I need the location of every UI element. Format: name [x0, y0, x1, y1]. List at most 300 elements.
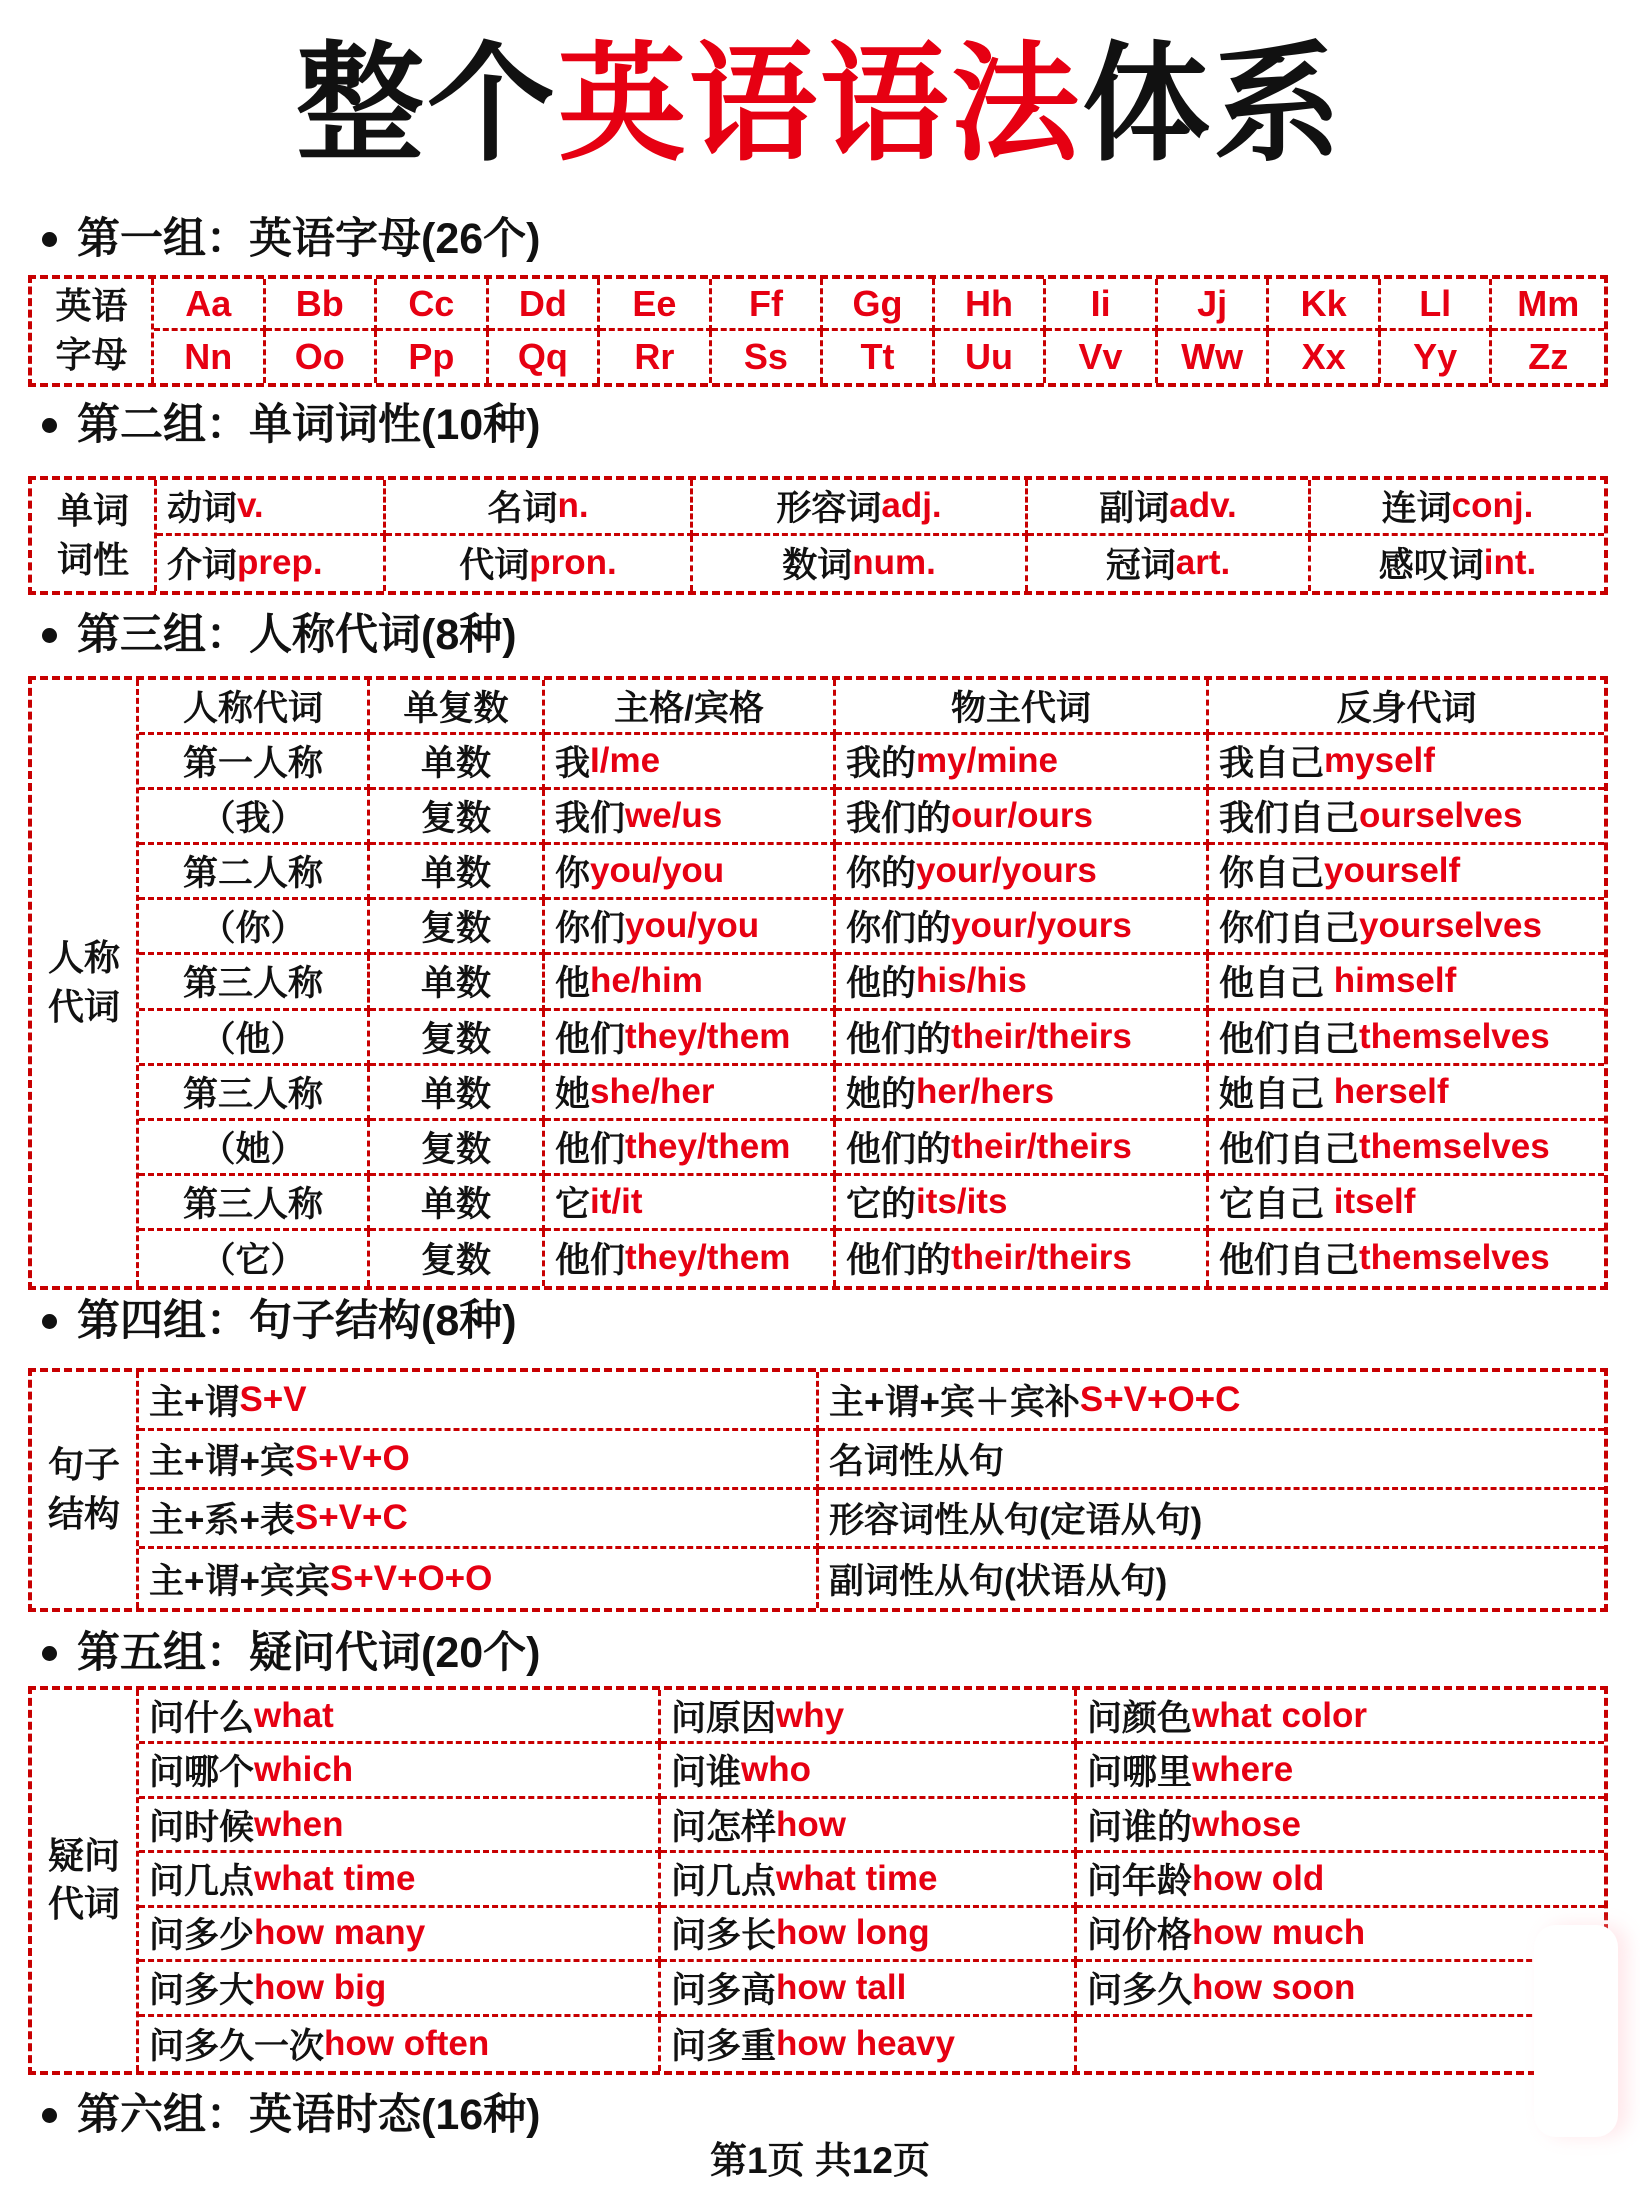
pronoun-person-cell: [139, 955, 370, 1010]
cell-en-text: pron.: [529, 543, 617, 583]
cell-zh-text: 主+谓+宾＋宾补: [829, 1383, 1080, 1422]
cell-zh-text: 他们: [555, 1241, 626, 1281]
cell-en-text: their/theirs: [951, 1126, 1132, 1166]
person-text: 第二人称: [182, 854, 323, 894]
question-word-cell: [1077, 1853, 1604, 1907]
pronoun-person-cell: [139, 845, 370, 900]
pronoun-reflexive-cell: [1209, 845, 1604, 900]
alphabet-cell: [154, 331, 266, 383]
cell-en-text: we/us: [625, 796, 723, 836]
cell-zh-text: 你: [555, 854, 591, 894]
pos-cell: [157, 536, 386, 592]
pronoun-subject-cell: [545, 790, 836, 845]
pronoun-subject-cell: [545, 1011, 836, 1066]
cell-en-text: themselves: [1359, 1238, 1550, 1278]
bullet-icon: [42, 2108, 57, 2123]
question-word-cell: [139, 1690, 661, 1744]
cell-en-text: themselves: [1359, 1126, 1550, 1166]
section-heading-text: 第六组：英语时态(16种): [77, 2091, 541, 2139]
pronoun-person-cell: [139, 1231, 370, 1286]
person-text: 第一人称: [182, 744, 323, 784]
row-header: [32, 1690, 139, 2071]
cell-en-text: art.: [1175, 543, 1231, 583]
cell-zh-text: 问颜色: [1087, 1698, 1193, 1738]
pronoun-reflexive-cell: [1209, 1011, 1604, 1066]
pos-cell: [157, 480, 386, 536]
row-header-line: 代词: [47, 1883, 120, 1925]
row-header-line: 字母: [55, 334, 128, 375]
cell-en-text: adv.: [1169, 486, 1237, 526]
cell-en-text: my/mine: [916, 741, 1059, 781]
cell-zh-text: 问时候: [149, 1807, 255, 1847]
cell-zh-text: 问多重: [671, 2026, 777, 2066]
letter-text: Cc: [408, 282, 455, 324]
question-words-table: [28, 1686, 1608, 2075]
cell-zh-text: 我: [555, 744, 591, 784]
cell-en-text: how: [776, 1804, 846, 1844]
question-word-cell: [139, 1908, 661, 1962]
cell-zh-text: 名词: [487, 489, 558, 529]
question-word-cell: [1077, 1908, 1604, 1962]
personal-pronouns-table: [28, 676, 1608, 1290]
alphabet-cell: [712, 331, 824, 383]
cell-en-text: you/you: [625, 906, 760, 946]
row-header: [32, 279, 154, 383]
question-word-cell: [139, 1853, 661, 1907]
pronoun-number-cell: [370, 1231, 545, 1286]
letter-text: Qq: [517, 336, 568, 377]
cell-zh-text: 我们自己: [1219, 799, 1360, 839]
column-header-text: 人称代词: [182, 689, 323, 729]
pronoun-person-cell: [139, 900, 370, 955]
cell-zh-text: 他的: [846, 964, 917, 1004]
question-word-cell: [139, 1962, 661, 2016]
column-header-text: 主格/宾格: [614, 689, 764, 729]
alphabet-cell: [1046, 279, 1158, 331]
letter-text: Pp: [408, 336, 455, 377]
letter-text: Dd: [518, 282, 567, 324]
parts-of-speech-table: [28, 476, 1608, 595]
structure-cell: [139, 1549, 819, 1608]
row-header-line: 英语: [55, 285, 128, 327]
pos-cell: [1028, 480, 1311, 536]
letter-text: Aa: [185, 282, 232, 324]
pronoun-person-cell: [139, 790, 370, 845]
question-word-cell: [1077, 1799, 1604, 1853]
cell-zh-text: 形容词: [776, 489, 882, 529]
alphabet-cell: [377, 279, 489, 331]
cell-en-text: what: [254, 1695, 334, 1735]
pronoun-number-cell: [370, 900, 545, 955]
cell-zh-text: 问多大: [149, 1970, 255, 2010]
letter-text: Ff: [748, 282, 783, 324]
cell-en-text: who: [741, 1750, 811, 1790]
number-text: 单数: [420, 744, 491, 784]
cell-zh-text: 问谁的: [1087, 1807, 1193, 1847]
pronoun-possessive-cell: [836, 900, 1209, 955]
cell-en-text: int.: [1483, 543, 1537, 583]
cell-en-text: S+V+O: [294, 1439, 410, 1478]
pronoun-reflexive-cell: [1209, 1231, 1604, 1286]
question-word-cell: [139, 2017, 661, 2071]
pos-cell: [693, 480, 1028, 536]
alphabet-cell: [1492, 279, 1604, 331]
cell-zh-text: 问几点: [671, 1861, 777, 1901]
row-header-line: 结构: [47, 1493, 120, 1534]
cell-en-text: she/her: [590, 1071, 715, 1111]
question-word-cell: [661, 1799, 1077, 1853]
pos-cell: [693, 536, 1028, 592]
row-header-line: 单词: [56, 489, 129, 531]
cell-en-text: their/theirs: [951, 1016, 1132, 1056]
question-word-cell: [661, 1853, 1077, 1907]
cell-en-text: your/yours: [951, 906, 1132, 946]
cell-en-text: you/you: [590, 851, 725, 891]
question-word-cell: [661, 2017, 1077, 2071]
number-text: 单数: [420, 1074, 491, 1114]
cell-en-text: they/them: [625, 1016, 791, 1056]
pronoun-subject-cell: [545, 1176, 836, 1231]
cell-zh-text: 他们自己: [1219, 1241, 1360, 1281]
letter-text: Jj: [1197, 282, 1228, 324]
column-header-text: 物主代词: [950, 689, 1091, 729]
person-text: 第三人称: [182, 1184, 323, 1224]
cell-zh-text: 数词: [782, 546, 853, 586]
alphabet-cell: [1269, 279, 1381, 331]
cell-en-text: I/me: [590, 741, 661, 781]
letter-text: Kk: [1300, 282, 1347, 324]
pronoun-subject-cell: [545, 1066, 836, 1121]
cell-en-text: herself: [1333, 1071, 1449, 1111]
cell-zh-text: 他们: [555, 1129, 626, 1169]
pronoun-reflexive-cell: [1209, 735, 1604, 790]
question-word-cell: [661, 1908, 1077, 1962]
pronoun-subject-cell: [545, 900, 836, 955]
alphabet-cell: [1381, 331, 1493, 383]
person-text: （我）: [200, 799, 306, 839]
pronoun-number-cell: [370, 1011, 545, 1066]
section-heading-alphabet: [42, 216, 540, 263]
pronoun-number-cell: [370, 1121, 545, 1176]
cell-zh-text: 他们自己: [1219, 1019, 1360, 1059]
pronoun-subject-cell: [545, 735, 836, 790]
structure-cell: [819, 1490, 1604, 1549]
bullet-icon: [42, 232, 57, 247]
column-header: [139, 680, 370, 735]
sentence-structure-table: [28, 1368, 1608, 1612]
cell-zh-text: 感叹词: [1378, 546, 1484, 586]
row-header-line: 词性: [56, 538, 129, 580]
alphabet-cell: [377, 331, 489, 383]
question-word-cell: [1077, 1962, 1604, 2016]
cell-en-text: he/him: [590, 961, 703, 1001]
cell-zh-text: 它: [555, 1184, 591, 1224]
cell-zh-text: 你的: [846, 854, 917, 894]
section-heading-text: 第五组：疑问代词(20个): [77, 1629, 541, 1677]
number-text: 复数: [420, 1129, 491, 1169]
cell-zh-text: 你们: [555, 909, 626, 949]
row-header-line: 句子: [47, 1444, 120, 1486]
pronoun-reflexive-cell: [1209, 1066, 1604, 1121]
cell-zh-text: 他们的: [846, 1129, 952, 1169]
cell-en-text: their/theirs: [951, 1238, 1132, 1278]
pos-cell: [386, 536, 693, 592]
cell-en-text: its/its: [916, 1181, 1008, 1221]
column-header-text: 单复数: [403, 689, 509, 729]
cell-zh-text: 你们的: [846, 909, 952, 949]
person-text: 第三人称: [182, 1074, 323, 1114]
cell-en-text: ourselves: [1359, 796, 1523, 836]
cell-en-text: how much: [1192, 1913, 1366, 1953]
cell-zh-text: 问多高: [671, 1970, 777, 2010]
bullet-icon: [42, 1646, 57, 1661]
cell-zh-text: 问多久一次: [149, 2026, 325, 2066]
person-text: （你）: [200, 909, 306, 949]
cell-zh-text: 我自己: [1219, 744, 1325, 784]
letter-text: Ss: [743, 336, 788, 377]
question-word-cell: [1077, 1744, 1604, 1798]
pronoun-reflexive-cell: [1209, 900, 1604, 955]
section-heading-text: 第二组：单词词性(10种): [77, 401, 541, 449]
cell-zh-text: 问谁: [671, 1753, 742, 1793]
letter-text: Ii: [1090, 282, 1111, 324]
pronoun-person-cell: [139, 1176, 370, 1231]
pronoun-reflexive-cell: [1209, 790, 1604, 845]
letter-text: Ww: [1181, 336, 1244, 377]
cell-zh-text: 连词: [1381, 489, 1452, 529]
alphabet-cell: [1046, 331, 1158, 383]
cell-zh-text: 问多长: [671, 1916, 777, 1956]
alphabet-cell: [935, 331, 1047, 383]
pronoun-person-cell: [139, 1011, 370, 1066]
letter-text: Gg: [852, 282, 903, 324]
question-word-cell: [661, 1744, 1077, 1798]
pronoun-reflexive-cell: [1209, 955, 1604, 1010]
cell-en-text: S+V+O+C: [1079, 1380, 1241, 1419]
cell-zh-text: 我们的: [846, 799, 952, 839]
cell-zh-text: 动词: [167, 489, 238, 529]
cell-zh-text: 她的: [846, 1074, 917, 1114]
alphabet-cell: [935, 279, 1047, 331]
title-part-red: 英语语法: [557, 33, 1082, 176]
pronoun-reflexive-cell: [1209, 1176, 1604, 1231]
cell-en-text: when: [254, 1804, 344, 1844]
section-heading-text: 第四组：句子结构(8种): [77, 1297, 517, 1345]
structure-cell: [819, 1549, 1604, 1608]
cell-en-text: itself: [1333, 1181, 1416, 1221]
letter-text: Tt: [860, 336, 895, 377]
column-header: [370, 680, 545, 735]
cell-zh-text: 你自己: [1219, 854, 1325, 894]
alphabet-cell: [154, 279, 266, 331]
title-part-black-2: 体系: [1082, 33, 1345, 176]
cell-zh-text: 主+系+表: [149, 1501, 295, 1540]
cell-en-text: S+V: [239, 1380, 307, 1419]
number-text: 复数: [420, 1241, 491, 1281]
bullet-icon: [42, 418, 57, 433]
cell-en-text: how long: [776, 1913, 930, 1953]
question-word-cell: [139, 1744, 661, 1798]
pronoun-possessive-cell: [836, 790, 1209, 845]
letter-text: Mm: [1517, 282, 1580, 324]
letter-text: Ee: [632, 282, 677, 324]
cell-en-text: S+V+O+O: [329, 1558, 493, 1598]
column-header: [836, 680, 1209, 735]
alphabet-cell: [1158, 279, 1270, 331]
column-header: [1209, 680, 1604, 735]
cell-en-text: they/them: [625, 1238, 791, 1278]
cell-en-text: what color: [1192, 1695, 1368, 1735]
cell-en-text: S+V+C: [294, 1498, 408, 1537]
cell-zh-text: 你们自己: [1219, 909, 1360, 949]
alphabet-cell: [1492, 331, 1604, 383]
person-text: （它）: [200, 1241, 306, 1281]
cell-zh-text: 问多少: [149, 1916, 255, 1956]
letter-text: Bb: [295, 282, 344, 324]
pronoun-number-cell: [370, 735, 545, 790]
page-number: 第1页 共12页: [709, 2140, 930, 2181]
cell-en-text: how often: [324, 2023, 490, 2063]
cell-en-text: how big: [254, 1967, 387, 2007]
pronoun-number-cell: [370, 1176, 545, 1231]
pronoun-possessive-cell: [836, 735, 1209, 790]
cell-en-text: num.: [852, 543, 936, 583]
cell-en-text: myself: [1324, 741, 1435, 781]
alphabet-cell: [712, 279, 824, 331]
cell-en-text: prep.: [237, 543, 323, 583]
pronoun-possessive-cell: [836, 1011, 1209, 1066]
cell-en-text: they/them: [625, 1126, 791, 1166]
alphabet-cell: [489, 279, 601, 331]
pronoun-reflexive-cell: [1209, 1121, 1604, 1176]
cell-zh-text: 它自己: [1219, 1184, 1334, 1224]
person-text: （他）: [200, 1019, 306, 1059]
question-word-cell: [1077, 1690, 1604, 1744]
bullet-icon: [42, 1314, 57, 1329]
letter-text: Yy: [1413, 336, 1458, 377]
number-text: 复数: [420, 1019, 491, 1059]
person-text: （她）: [200, 1129, 306, 1169]
letter-text: Zz: [1528, 336, 1569, 377]
alphabet-cell: [600, 279, 712, 331]
alphabet-cell: [1269, 331, 1381, 383]
cell-en-text: what time: [776, 1858, 938, 1898]
cell-zh-text: 问怎样: [671, 1807, 777, 1847]
cell-en-text: how soon: [1192, 1967, 1356, 2007]
cell-zh-text: 介词: [167, 546, 238, 586]
column-header: [545, 680, 836, 735]
alphabet-table: [28, 275, 1608, 387]
pronoun-person-cell: [139, 735, 370, 790]
pronoun-possessive-cell: [836, 1121, 1209, 1176]
section-heading-pronouns: [42, 612, 517, 659]
cell-en-text: yourself: [1324, 851, 1461, 891]
row-header: [32, 1372, 139, 1608]
structure-cell: [819, 1431, 1604, 1490]
cell-zh-text: 问哪个: [149, 1753, 255, 1793]
pronoun-possessive-cell: [836, 1231, 1209, 1286]
cell-zh-text: 我们: [555, 799, 626, 839]
alphabet-cell: [266, 279, 378, 331]
letter-text: Hh: [965, 282, 1014, 324]
cell-en-text: our/ours: [951, 796, 1093, 836]
cell-en-text: which: [254, 1750, 354, 1790]
question-word-cell: [1077, 2017, 1604, 2071]
pronoun-person-cell: [139, 1066, 370, 1121]
pronoun-possessive-cell: [836, 955, 1209, 1010]
question-word-cell: [139, 1799, 661, 1853]
cell-en-text: her/hers: [916, 1071, 1055, 1111]
cell-zh-text: 代词: [459, 546, 530, 586]
letter-text: Vv: [1078, 336, 1123, 377]
cell-zh-text: 她: [555, 1074, 591, 1114]
cell-en-text: n.: [557, 486, 589, 526]
cell-en-text: v.: [237, 486, 264, 526]
cell-en-text: whose: [1192, 1804, 1301, 1844]
question-word-cell: [661, 1690, 1077, 1744]
alphabet-cell: [823, 279, 935, 331]
row-header: [32, 680, 139, 1286]
cell-zh-text: 它的: [846, 1184, 917, 1224]
cell-zh-text: 他们的: [846, 1241, 952, 1281]
cell-en-text: it/it: [590, 1181, 643, 1221]
pronoun-number-cell: [370, 1066, 545, 1121]
alphabet-cell: [1158, 331, 1270, 383]
cell-zh-text: 他们的: [846, 1019, 952, 1059]
section-heading-qwords: [42, 1630, 540, 1677]
alphabet-cell: [266, 331, 378, 383]
cell-zh-text: 问价格: [1087, 1916, 1193, 1956]
cell-zh-text: 副词性从句(状语从句): [829, 1561, 1168, 1601]
pronoun-subject-cell: [545, 955, 836, 1010]
person-text: 第三人称: [182, 964, 323, 1004]
cell-en-text: himself: [1333, 961, 1457, 1001]
cell-en-text: what time: [254, 1858, 416, 1898]
row-header-line: 疑问: [47, 1834, 120, 1876]
cell-en-text: how heavy: [776, 2023, 955, 2063]
pronoun-subject-cell: [545, 1121, 836, 1176]
alphabet-cell: [489, 331, 601, 383]
title-part-black-1: 整个: [295, 33, 558, 176]
cell-zh-text: 我的: [846, 744, 917, 784]
alphabet-cell: [823, 331, 935, 383]
row-header: [32, 480, 157, 591]
letter-text: Oo: [294, 336, 345, 377]
cell-en-text: how many: [254, 1913, 426, 1953]
cell-zh-text: 主+谓: [149, 1383, 240, 1422]
section-heading-pos: [42, 402, 540, 449]
bullet-icon: [42, 628, 57, 643]
cell-zh-text: 问原因: [671, 1698, 777, 1738]
structure-cell: [819, 1372, 1604, 1431]
section-heading-text: 第一组：英语字母(26个): [77, 215, 541, 263]
number-text: 单数: [420, 964, 491, 1004]
alphabet-cell: [1381, 279, 1493, 331]
pronoun-number-cell: [370, 955, 545, 1010]
section-heading-structures: [42, 1298, 517, 1345]
number-text: 复数: [420, 799, 491, 839]
column-header-text: 反身代词: [1336, 689, 1477, 729]
structure-cell: [139, 1431, 819, 1490]
pronoun-possessive-cell: [836, 845, 1209, 900]
cell-en-text: how old: [1192, 1858, 1325, 1898]
cell-en-text: adj.: [881, 486, 942, 526]
cell-zh-text: 他自己: [1219, 964, 1334, 1004]
pos-cell: [1311, 480, 1604, 536]
cell-zh-text: 她自己: [1219, 1074, 1334, 1114]
cell-zh-text: 主+谓+宾: [149, 1442, 295, 1481]
cell-en-text: how tall: [776, 1967, 907, 2007]
